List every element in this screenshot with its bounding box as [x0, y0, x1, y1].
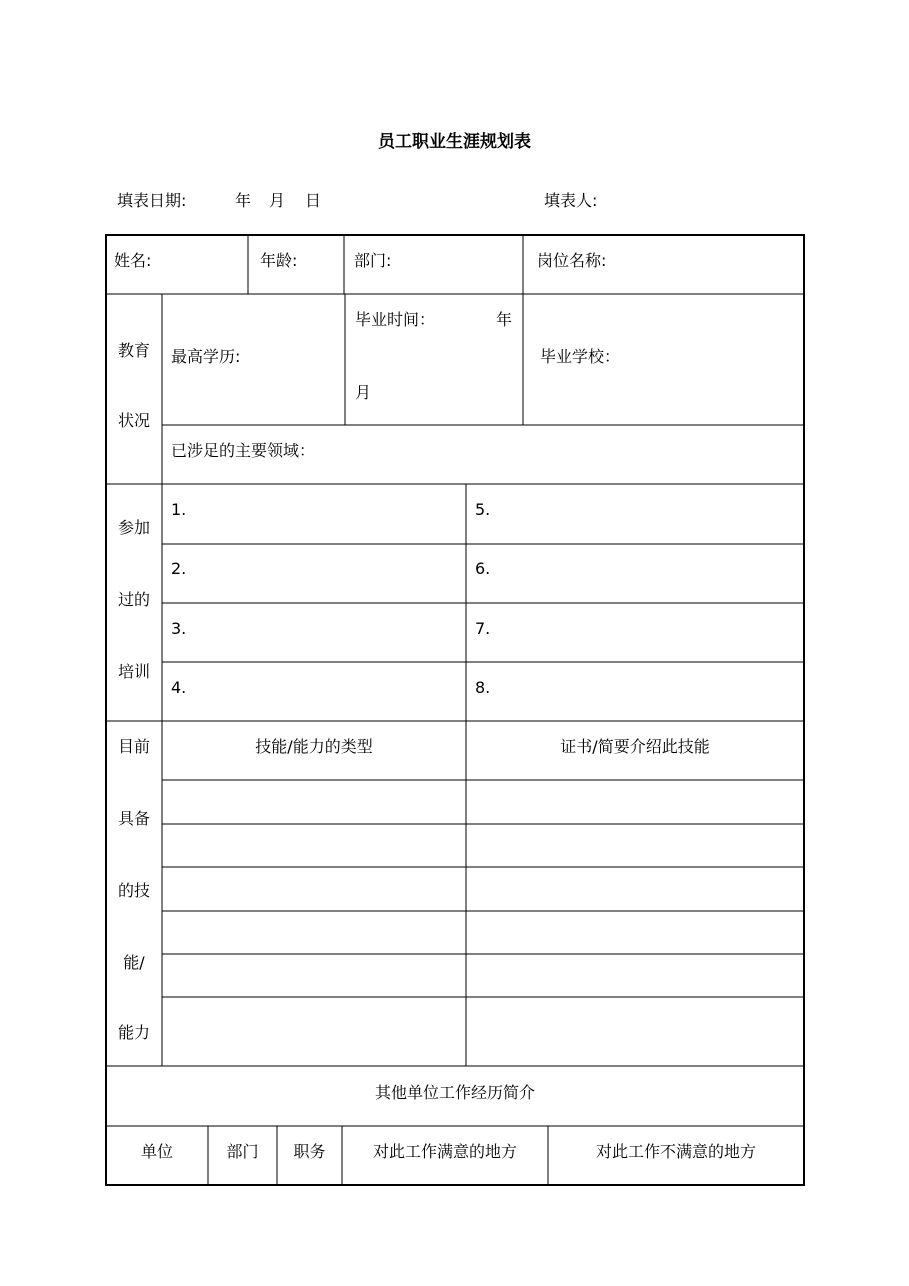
- age-label: 年龄:: [260, 251, 298, 270]
- training-item-6: 6.: [475, 559, 491, 578]
- education-side-label-2: 状况: [117, 411, 150, 430]
- training-side-label-1: 参加: [117, 518, 150, 537]
- graduation-time-label: 毕业时间：: [355, 310, 436, 329]
- training-item-2: 2.: [171, 559, 187, 578]
- training-item-3: 3.: [171, 619, 187, 638]
- highest-degree-label: 最高学历:: [171, 347, 241, 366]
- skills-side-label-4: 能/: [123, 953, 145, 972]
- skills-side-label-3: 的技: [117, 881, 150, 900]
- graduation-year-label: 年: [496, 310, 513, 329]
- history-col-company: 单位: [140, 1142, 173, 1161]
- skills-side-label-2: 具备: [117, 809, 150, 828]
- history-col-title: 职务: [293, 1142, 326, 1161]
- training-item-8: 8.: [475, 678, 491, 697]
- fill-date-label: 填表日期:: [117, 191, 187, 210]
- training-item-5: 5.: [475, 500, 491, 519]
- graduation-month-label: 月: [355, 383, 372, 402]
- training-side-label-3: 培训: [117, 662, 150, 681]
- history-col-satisfied: 对此工作满意的地方: [372, 1142, 517, 1161]
- skills-side-label-1: 目前: [117, 737, 150, 756]
- name-label: 姓名:: [114, 251, 152, 270]
- fill-date-day: 日: [305, 191, 322, 210]
- skills-type-header: 技能/能力的类型: [255, 737, 373, 756]
- training-item-4: 4.: [171, 678, 187, 697]
- training-side-label-2: 过的: [117, 590, 150, 609]
- history-col-unsatisfied: 对此工作不满意的地方: [595, 1142, 756, 1161]
- training-item-1: 1.: [171, 500, 187, 519]
- school-label: 毕业学校：: [540, 347, 621, 366]
- form-title: 员工职业生涯规划表: [378, 132, 531, 152]
- history-col-department: 部门: [226, 1142, 259, 1161]
- education-side-label-1: 教育: [117, 341, 150, 360]
- position-label: 岗位名称:: [537, 251, 607, 270]
- filler-label: 填表人:: [544, 191, 598, 210]
- fill-date-month: 月: [269, 191, 286, 210]
- skills-side-label-5: 能力: [117, 1023, 150, 1042]
- skills-certificate-header: 证书/简要介绍此技能: [560, 737, 710, 756]
- department-label: 部门:: [354, 251, 392, 270]
- work-history-heading: 其他单位工作经历简介: [374, 1083, 535, 1102]
- training-item-7: 7.: [475, 619, 491, 638]
- form-border: [106, 235, 804, 1185]
- fill-date-year: 年: [235, 191, 252, 210]
- fields-label: 已涉足的主要领域：: [171, 441, 316, 460]
